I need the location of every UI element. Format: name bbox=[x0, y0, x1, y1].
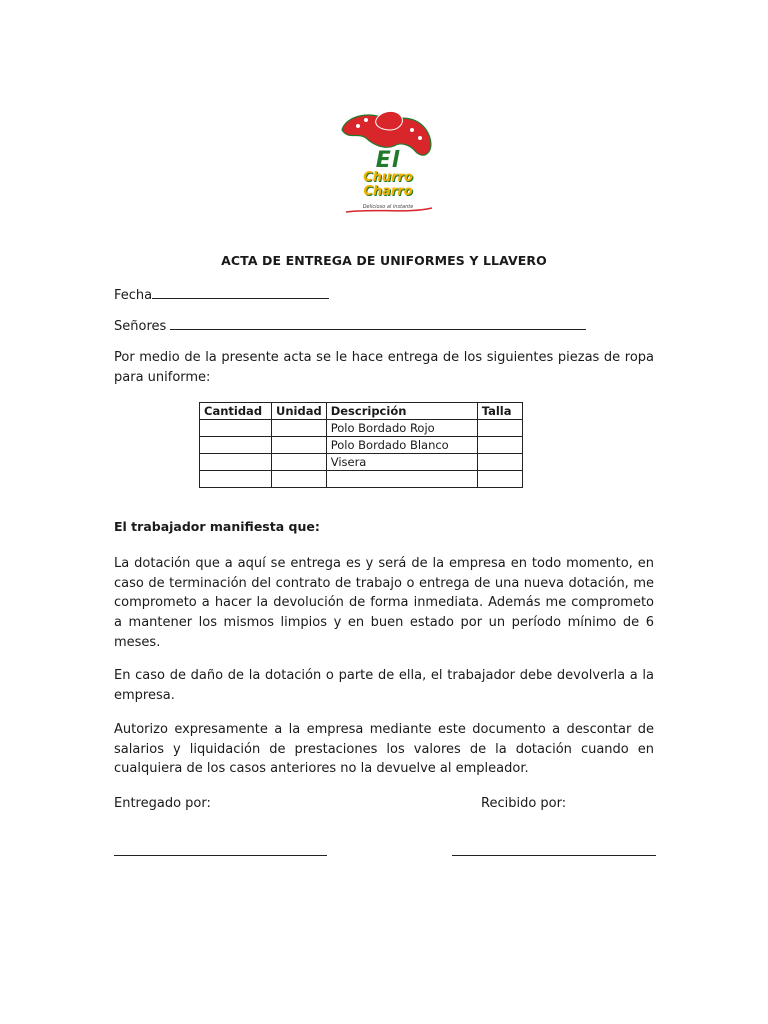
worker-statement-heading: El trabajador manifiesta que: bbox=[114, 519, 320, 534]
logo-tagline: Delicioso al instante bbox=[362, 204, 414, 210]
logo-el-text: El bbox=[375, 148, 401, 173]
table-cell bbox=[272, 454, 327, 471]
received-by-label: Recibido por: bbox=[481, 796, 567, 811]
fecha-label: Fecha bbox=[114, 288, 153, 303]
table-cell bbox=[200, 471, 272, 488]
table-cell bbox=[272, 471, 327, 488]
uniform-items-table bbox=[199, 402, 523, 488]
header-unidad: Unidad bbox=[272, 403, 327, 420]
table-cell bbox=[477, 454, 522, 471]
table-cell bbox=[200, 454, 272, 471]
table-cell: Polo Bordado Rojo bbox=[326, 420, 477, 437]
table-row bbox=[200, 454, 523, 471]
logo-charro-text: Charro bbox=[363, 184, 413, 199]
table-cell: Visera bbox=[326, 454, 477, 471]
fecha-blank-line bbox=[152, 286, 329, 299]
senores-field bbox=[114, 317, 586, 334]
delivered-by-label: Entregado por: bbox=[114, 796, 211, 811]
dotacion-paragraph: La dotación que a aquí se entrega es y será de la empresa en todo momento, en caso de terminación del contrato de trabajo o entrega de una nueva dotación, me comprometo a hacer la devolución de forma inmediata. Además me comprometo a mantener los mismos limpios y en buen estado por un período mínimo de 6 meses. bbox=[114, 556, 654, 650]
delivered-by-signature-line bbox=[114, 855, 327, 856]
table-cell: Polo Bordado Blanco bbox=[326, 437, 477, 454]
autorizo-paragraph: Autorizo expresamente a la empresa mediante este documento a descontar de salarios y liquidación de prestaciones los valores de la dotación cuando en cualquiera de los casos anteriores no la devuelve al empleador. bbox=[114, 722, 654, 777]
logo-churro-text: Churro bbox=[363, 170, 413, 185]
company-logo bbox=[336, 108, 440, 220]
table-header-row bbox=[200, 403, 523, 420]
fecha-field bbox=[114, 286, 329, 303]
table-cell bbox=[326, 471, 477, 488]
table-cell bbox=[477, 420, 522, 437]
intro-paragraph: Por medio de la presente acta se le hace entrega de los siguientes piezas de ropa para uniforme: bbox=[114, 350, 654, 385]
dano-paragraph: En caso de daño de la dotación o parte de ella, el trabajador debe devolverla a la empresa. bbox=[114, 668, 654, 703]
table-cell bbox=[272, 437, 327, 454]
table-cell bbox=[200, 420, 272, 437]
table-row bbox=[200, 420, 523, 437]
table-cell bbox=[272, 420, 327, 437]
table-cell bbox=[200, 437, 272, 454]
senores-label: Señores bbox=[114, 319, 167, 334]
table-row bbox=[200, 437, 523, 454]
document-title: ACTA DE ENTREGA DE UNIFORMES Y LLAVERO bbox=[221, 253, 547, 268]
header-cantidad: Cantidad bbox=[200, 403, 272, 420]
table-cell bbox=[477, 471, 522, 488]
table-row bbox=[200, 471, 523, 488]
senores-blank-line bbox=[170, 317, 586, 330]
received-by-signature-line bbox=[452, 855, 656, 856]
header-descripcion: Descripción bbox=[326, 403, 477, 420]
header-talla: Talla bbox=[477, 403, 522, 420]
table-cell bbox=[477, 437, 522, 454]
